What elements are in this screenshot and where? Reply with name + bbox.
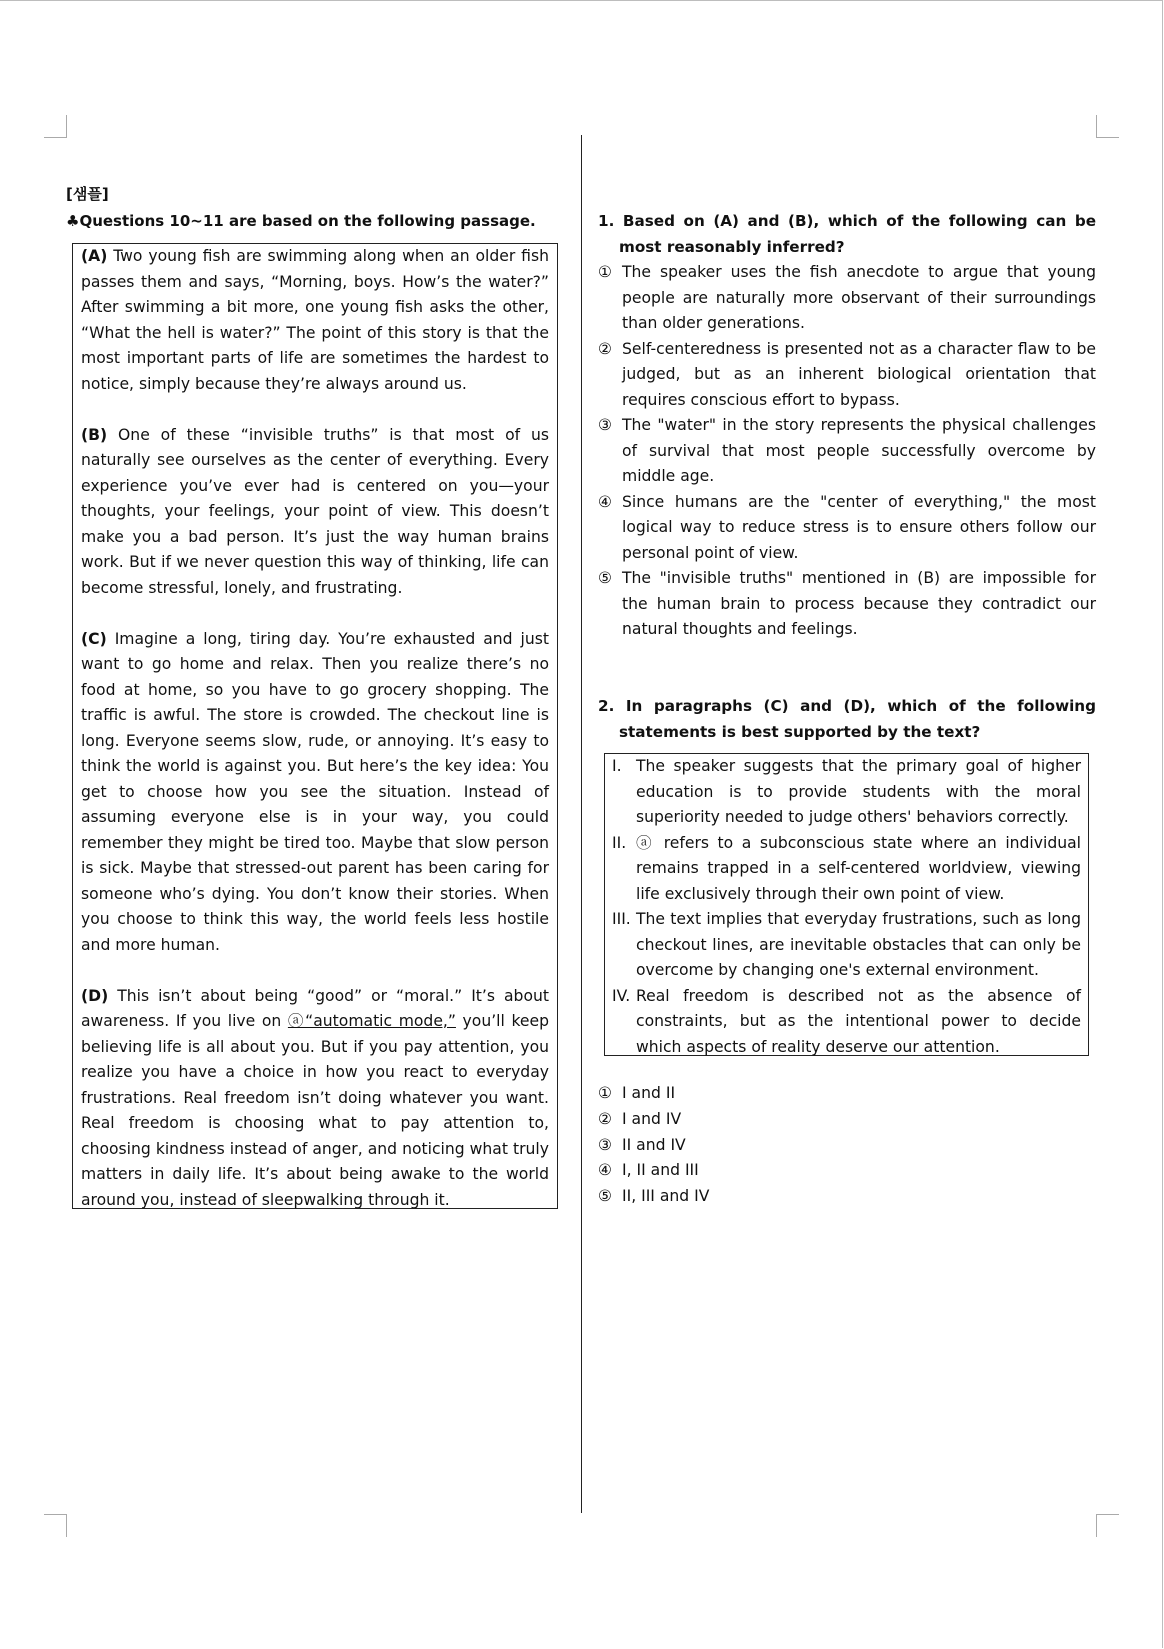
option-text: The speaker uses the fish anecdote to argue that young people are naturally more observant of their surroundings than older generations. [622, 263, 1096, 332]
question-1-stem: 1. Based on (A) and (B), which of the following can be most reasonably inferred? [598, 212, 1096, 256]
option-number: ② [598, 339, 612, 358]
crop-mark-bottom-left [44, 1514, 67, 1537]
paragraph-a [81, 244, 549, 397]
answer-choice-3[interactable] [598, 1133, 898, 1159]
passage-box [72, 243, 558, 1209]
paragraph-text: you’ll keep believing life is all about you. But if you pay attention, you realize you have a choice in how you react to everyday frustrations. Real freedom isn’t doing whatever you want. Real freedom is choosing what to pay attention to, choosing kindness instead of anger, and noticing what truly matters in daily life. It’s about being awake to the world around you, instead of sleepwalking through it. [81, 1012, 549, 1209]
paragraph-b [81, 423, 549, 602]
paragraph-label: (A) [81, 247, 108, 265]
answer-choice-4[interactable] [598, 1158, 898, 1184]
paragraph-text: One of these “invisible truths” is that most of us naturally see ourselves as the center of everything. Every experience you’ve ever had is centered on you—your thoughts, your feelings, your point of view. This doesn’t make you a bad person. It’s just the way human brains work. But if we never question this way of thinking, life can become stressful, lonely, and frustrating. [81, 425, 549, 597]
statement-text: ⓐ refers to a subconscious state where an individual remains trapped in a self-centered worldview, viewing life exclusively through their own point of view. [636, 833, 1081, 903]
paragraph-d [81, 984, 549, 1214]
option-number: ① [598, 263, 612, 281]
choice-number: ② [598, 1109, 612, 1128]
question-2-stem: 2. In paragraphs (C) and (D), which of the following statements is best supported by the text? [598, 697, 1096, 741]
section-heading: ♣Questions 10~11 are based on the following passage. [66, 212, 536, 230]
answer-choice-5[interactable] [598, 1184, 898, 1210]
option-text: The "water" in the story represents the physical challenges of survival that most people successfully overcome by middle age. [622, 416, 1096, 485]
option-number: ③ [598, 416, 612, 434]
answer-option-3[interactable] [598, 413, 1096, 490]
statement-text: The speaker suggests that the primary goal of higher education is to provide students with the moral superiority needed to judge others' behaviors correctly. [636, 757, 1081, 826]
choice-text: I and II [622, 1084, 676, 1102]
choice-text: II, III and IV [622, 1187, 710, 1206]
crop-mark-bottom-right [1096, 1514, 1119, 1537]
answer-choice-1[interactable] [598, 1081, 898, 1107]
choice-number: ④ [598, 1161, 612, 1180]
choice-number: ⑤ [598, 1187, 612, 1206]
paragraph-label: (B) [81, 425, 108, 444]
paragraph-label: (D) [81, 986, 109, 1005]
crop-mark-top-left [44, 115, 67, 138]
choice-text: II and IV [622, 1135, 686, 1154]
statement-numeral: III. [612, 910, 631, 928]
statement-box [604, 753, 1089, 1056]
option-number: ⑤ [598, 569, 612, 587]
column-divider [581, 135, 582, 1513]
answer-option-2[interactable] [598, 337, 1096, 414]
option-text: Self-centeredness is presented not as a character flaw to be judged, but as an inherent biological orientation that requires conscious effort to bypass. [622, 339, 1096, 409]
paragraph-c [81, 627, 549, 959]
choice-text: I, II and III [622, 1161, 699, 1180]
question-2-choices [598, 1081, 898, 1210]
question-1 [598, 209, 1096, 643]
statement-iii [612, 907, 1081, 984]
statement-numeral: IV. [612, 986, 631, 1005]
paragraph-text: This isn’t about being “good” or “moral.” It’s about awareness. If you live on [81, 986, 549, 1030]
crop-mark-top-right [1096, 115, 1119, 138]
statement-ii [612, 831, 1081, 908]
answer-option-4[interactable] [598, 490, 1096, 567]
statement-i [612, 754, 1081, 831]
question-2 [598, 694, 1096, 745]
option-text: The "invisible truths" mentioned in (B) are impossible for the human brain to process because they contradict our natural thoughts and feelings. [622, 569, 1096, 638]
option-number: ④ [598, 492, 612, 511]
underlined-phrase-a: ⓐ“automatic mode,” [287, 1012, 456, 1030]
statement-text: Real freedom is described not as the absence of constraints, but as the intentional power to decide which aspects of reality deserve our attention. [636, 986, 1081, 1056]
answer-choice-2[interactable] [598, 1107, 898, 1133]
choice-text: I and IV [622, 1109, 682, 1128]
answer-option-5[interactable] [598, 566, 1096, 643]
sample-tag: [샘플] [66, 185, 109, 203]
statement-numeral: I. [612, 757, 622, 775]
choice-number: ① [598, 1084, 612, 1102]
paragraph-text: Two young fish are swimming along when an older fish passes them and says, “Morning, boys. How’s the water?” After swimming a bit more, one young fish asks the other, “What the hell is water?” The point of this story is that the most important parts of life are sometimes the hardest to notice, simply because they’re always around us. [81, 247, 549, 393]
statement-numeral: II. [612, 833, 627, 852]
paragraph-label: (C) [81, 629, 107, 648]
answer-option-1[interactable] [598, 260, 1096, 337]
statement-text: The text implies that everyday frustrations, such as long checkout lines, are inevitable obstacles that can only be overcome by changing one's external environment. [636, 910, 1081, 979]
option-text: Since humans are the "center of everything," the most logical way to reduce stress is to ensure others follow our personal point of view. [622, 492, 1096, 562]
paragraph-text: Imagine a long, tiring day. You’re exhausted and just want to go home and relax. Then you realize there’s no food at home, so you have to go grocery shopping. The traffic is awful. The store is crowded. The checkout line is long. Everyone seems slow, rude, or annoying. It’s easy to think the world is against you. But here’s the key idea: You get to choose how you see the situation. Instead of assuming everyone else is in your way, you could remember they might be tired too. Maybe that slow person is sick. Maybe that stressed-out parent has been caring for someone who’s dying. You don’t know their stories. When you choose to think this way, the world feels less hostile and more human. [81, 629, 549, 954]
statement-iv [612, 984, 1081, 1061]
choice-number: ③ [598, 1135, 612, 1154]
